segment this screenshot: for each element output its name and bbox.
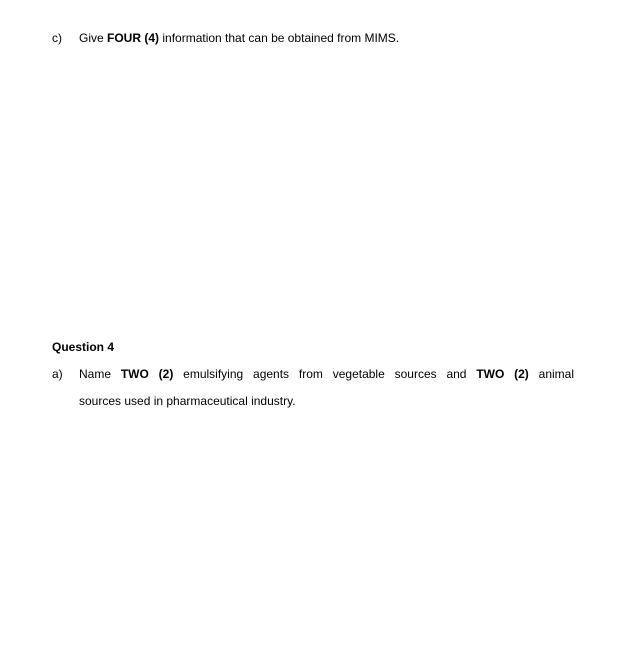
question-4a-b2: TWO (2) xyxy=(476,367,529,381)
question-4a-t2: emulsifying agents from vegetable sources and xyxy=(173,367,477,381)
question-4a-t1: Name xyxy=(79,367,121,381)
question-4a-t3: animal xyxy=(528,367,574,381)
question-4-heading: Question 4 xyxy=(52,340,115,354)
question-c-text xyxy=(79,30,399,46)
question-c-text-before: Give xyxy=(79,31,108,45)
question-c-marker: c) xyxy=(52,31,62,45)
question-4a-marker: a) xyxy=(52,367,63,381)
question-4a-line1 xyxy=(79,366,574,382)
question-c-text-after: information that can be obtained from MIMS. xyxy=(159,31,400,45)
question-4a-line2: sources used in pharmaceutical industry. xyxy=(79,394,296,408)
question-4a-b1: TWO (2) xyxy=(120,367,174,381)
question-c-bold: FOUR (4) xyxy=(107,31,160,45)
